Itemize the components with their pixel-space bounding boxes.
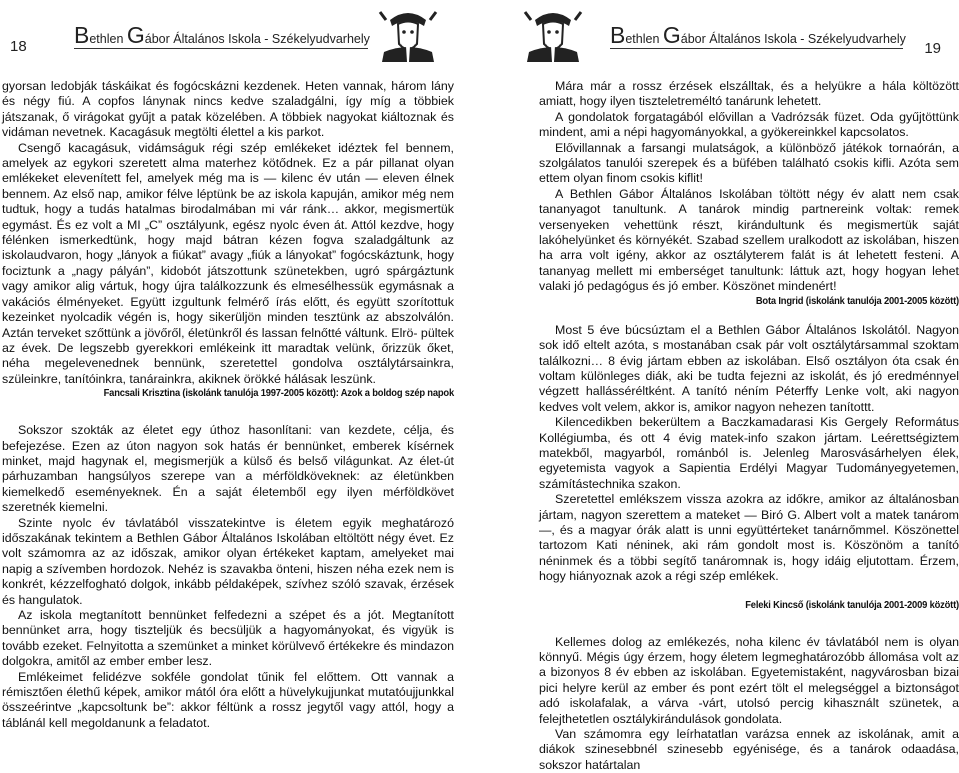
paragraph: Van számomra egy leírhatatlan varázsa ennek az iskolának, amit a diákok szinesebbnél szinesebb egyénisége, és a tanárok odaadása, sokszor határtalan bbox=[539, 727, 959, 772]
paragraph: Mára már a rossz érzések elszálltak, és a helyükre a hála költözött amiatt, hogy ilyen tiszteletreméltó tanárunk lehetett. bbox=[539, 79, 959, 109]
paragraph: Szeretettel emlékszem vissza azokra az időkre, amikor az általánosban jártam, nagyon szerettem a mateket — Biró G. Albert volt a matek tanárom —, és a magyar órák alatt is unni együttérteket tanárnőmmel. Köszönettel tartozom Kati néninek, aki rám gondolt most is. Köszönöm a tanító néninmek és a többi segítő tanáromnak is, hogy idáig eljutottam. Érzem, hogy hiányoznak azok a régi szép emlékek. bbox=[539, 492, 959, 584]
paragraph: Emlékeimet felidézve sokféle gondolat tűnik fel előttem. Ott vannak a rémisztően élethű képek, amikor mától óra előtt a hüvelykujjunkat mutatóujjunkkal összeérintve „kapcsoltunk be”: akkor féltünk a rossz jegytől vagy attól, hogy a táblánál kell megoldanunk a feladatot. bbox=[2, 669, 454, 730]
paragraph: Most 5 éve búcsúztam el a Bethlen Gábor Általános Iskolától. Nagyon sok idő eltelt azóta, s mostanában csak pár volt osztálytársammal szoktam találkozni… 8 évig jártam ebben az iskolában. Első osztályon óta csak én voltam különleges diák, aki be tudta fejezni az iskolát, és jó eredménnyel végzett hallásséréltként. A tanító néním Péterffy Lenke volt, aki nagyon kedves volt velem, akkor is, amikor nagyon nehezen tanítottt. bbox=[539, 322, 959, 414]
paragraph: Szinte nyolc év távlatából visszatekintve is életem egyik meghatározó időszakának tekintem a Bethlen Gábor Általános Iskolában eltöltött négy évet. Ez volt számomra az az időszak, amikor olyan értékeket kaptam, amelyeket mai napig a szívemben hordozok. Nehéz is szavakba önteni, hiszen néha ezek nem is konkrét, kézzelfogható dolgok, inkább példaképek, szívhez szóló szavak, érzések és hangulatok. bbox=[2, 515, 454, 607]
paragraph: Az iskola megtanított bennünket felfedezni a szépet és a jót. Megtanított bennünket arra, hogy tiszteljük és becsüljük a hagyományokat, és vigyük is tovább ezeket. Felnyitotta a szemünket a minket körülvevő értékekre és mindazon dolgokra, amitől az ember ember lesz. bbox=[2, 608, 454, 669]
paragraph: Kilencedikben bekerültem a Baczkamadarasi Kis Gergely Református Kollégiumba, és ott 4 évig matek-info szakon jártam. Leérettségiztem matekből, magyarból, románból is. Jelenleg Marosvásárhelyen élek, egyetemista vagyok a Sapientia Erdélyi Magyar Tudományegyetemen, számítástechnika szakon. bbox=[539, 415, 959, 491]
running-title: Bethlen Gábor Általános Iskola - Székelyudvarhely bbox=[74, 22, 370, 48]
paragraph: Sokszor szokták az életet egy úthoz hasonlítani: van kezdete, célja, és befejezése. Ezen az úton nagyon sok hatás ér bennünket, emberek kísérnek minket, majd hagynak el, megismerjük a külső és belső világunkat. Az élet-út párhuzamban hangsúlyos szerepe van a mérföldköveknek: az életünkben kiemelkedő eseményeknek. Én a saját életemből egy ilyen mérföldkövet szeretnék kiemelni. bbox=[2, 423, 454, 515]
running-title: Bethlen Gábor Általános Iskola - Székelyudvarhely bbox=[610, 22, 906, 48]
paragraph: Elővillannak a farsangi mulatságok, a különböző játékok tornaórán, a szolgálatos tanulói szerepek és a büfében található csokis kifli. Azóta sem ettem olyan finom csokis kiflit! bbox=[539, 140, 959, 186]
page-number: 18 bbox=[10, 38, 27, 55]
signature: Fancsali Krisztina (iskolánk tanulója 1997-2005 között): Azok a boldog szép napok bbox=[103, 388, 455, 400]
paragraph: A Bethlen Gábor Általános Iskolában töltött négy év alatt nem csak tananyagot tanultunk. A tanárok mindig partnereink voltak: remek versenyeken vehettünk részt, kirándultunk és megismertük saját lakóhelyünket és környékét. Szabad szellem uralkodott az iskolában, hiszen ha arra volt igény, akkor az osztályterem falát is át lehetett festeni. A tananyag mellett mi emberséget tanultunk: láttuk azt, hogy hogyan lehet valaki jó pedagógus és jó ember. Köszönet mindenért! bbox=[539, 186, 959, 294]
paragraph: Kellemes dolog az emlékezés, noha kilenc év távlatából nem is olyan könnyű. Mégis úgy érzem, hogy életem legmeghatározóbb állomása volt az a bizonyos 8 év ebben az iskolában. Egyetemistaként, nagyvárosban bizai pici helyre kerül az ember és pont ezért tölt el melegséggel a biztonságot adó iskolafalak, a várva -várt, utolsó percig kihasznált szünetek, a felejthetetlen osztálykirándulások gondolata. bbox=[539, 634, 959, 726]
right-page bbox=[499, 0, 959, 772]
right-page-header bbox=[499, 0, 959, 70]
header-rule bbox=[74, 48, 368, 49]
left-page-header bbox=[0, 0, 460, 70]
left-page-body bbox=[0, 79, 460, 731]
signature: Feleki Kincső (iskolánk tanulója 2001-2009 között) bbox=[745, 599, 959, 611]
page-number: 19 bbox=[924, 40, 941, 57]
paragraph: Csengő kacagásuk, vidámságuk régi szép emlékeket idéztek fel bennem, amelyek az egykori szeretett alma materhez kötődnek. Ez a pár pillanat olyan emlékeket elevenített fel, amelyek még ma is — kilenc év után — eleven élnek bennem. Az első nap, amikor félve léptünk be az iskola kapuján, amikor még nem tudtuk, hogy a tudás hatalmas birodalmában mi vár ránk… akkor, megismertük egymást. És ez volt a MI „C” osztályunk, egész nyolc éven át. Attól kezdve, hogy félénken ismerkedtünk, hogy majd bátran kézen fogva szaladgáltunk az iskolaudvaron, hogy „lányok a fiúkat” avagy „fiúk a lányokat” fogócskáztunk, hogy fociztunk a „nagy pályán”, kidobót játszottunk szünetekben, ugró spárgáztunk vagy amikor alig vártuk, hogy újra találkozzunk és elmesélhessük egymásnak a vakációs élményeket. Együtt izgultunk felmérő írás előtt, és együtt szorítottuk kezeinket nyolcadik végén is, hogy sikerüljön minden tesztünk az abszolválón. Aztán terveket szőttünk a jövőről, életünkről és lassan felnőtté váltunk. Elrö- pültek az évek. De legszebb gyerekkori emlékeink itt maradtak velünk, őrizzük őket, néha megelevenednek bennünk, szeretettel gondolva osztálytársainkra, szüleinkre, tanítóinkra, tanárainkra, akiknek örökké hálásak leszünk. bbox=[2, 140, 454, 386]
paragraph: A gondolatok forgatagából elővillan a Vadrózsák füzet. Oda gyűjtöttünk mindent, ami a népi hagyományokkal, a gyökereinkkel kapcsolatos. bbox=[539, 109, 959, 140]
school-crest-icon bbox=[521, 2, 585, 64]
paragraph: gyorsan ledobják táskáikat és fogócskázni kezdenek. Heten vannak, három lány és négy fiú. A copfos lánynak nincs kedve szaladgálni, így míg a többiek játszanak, ő virágokat gyűjt a patak közelében. A többiek nagyokat kiáltoznak és vidáman nevetnek. Kacagásuk megtölti élettel a kis parkot. bbox=[2, 79, 454, 140]
signature: Bota Ingrid (iskolánk tanulója 2001-2005 között) bbox=[755, 295, 959, 307]
left-page bbox=[0, 0, 460, 730]
header-rule bbox=[610, 48, 903, 49]
school-crest-icon bbox=[376, 2, 440, 64]
right-page-body bbox=[499, 79, 959, 773]
